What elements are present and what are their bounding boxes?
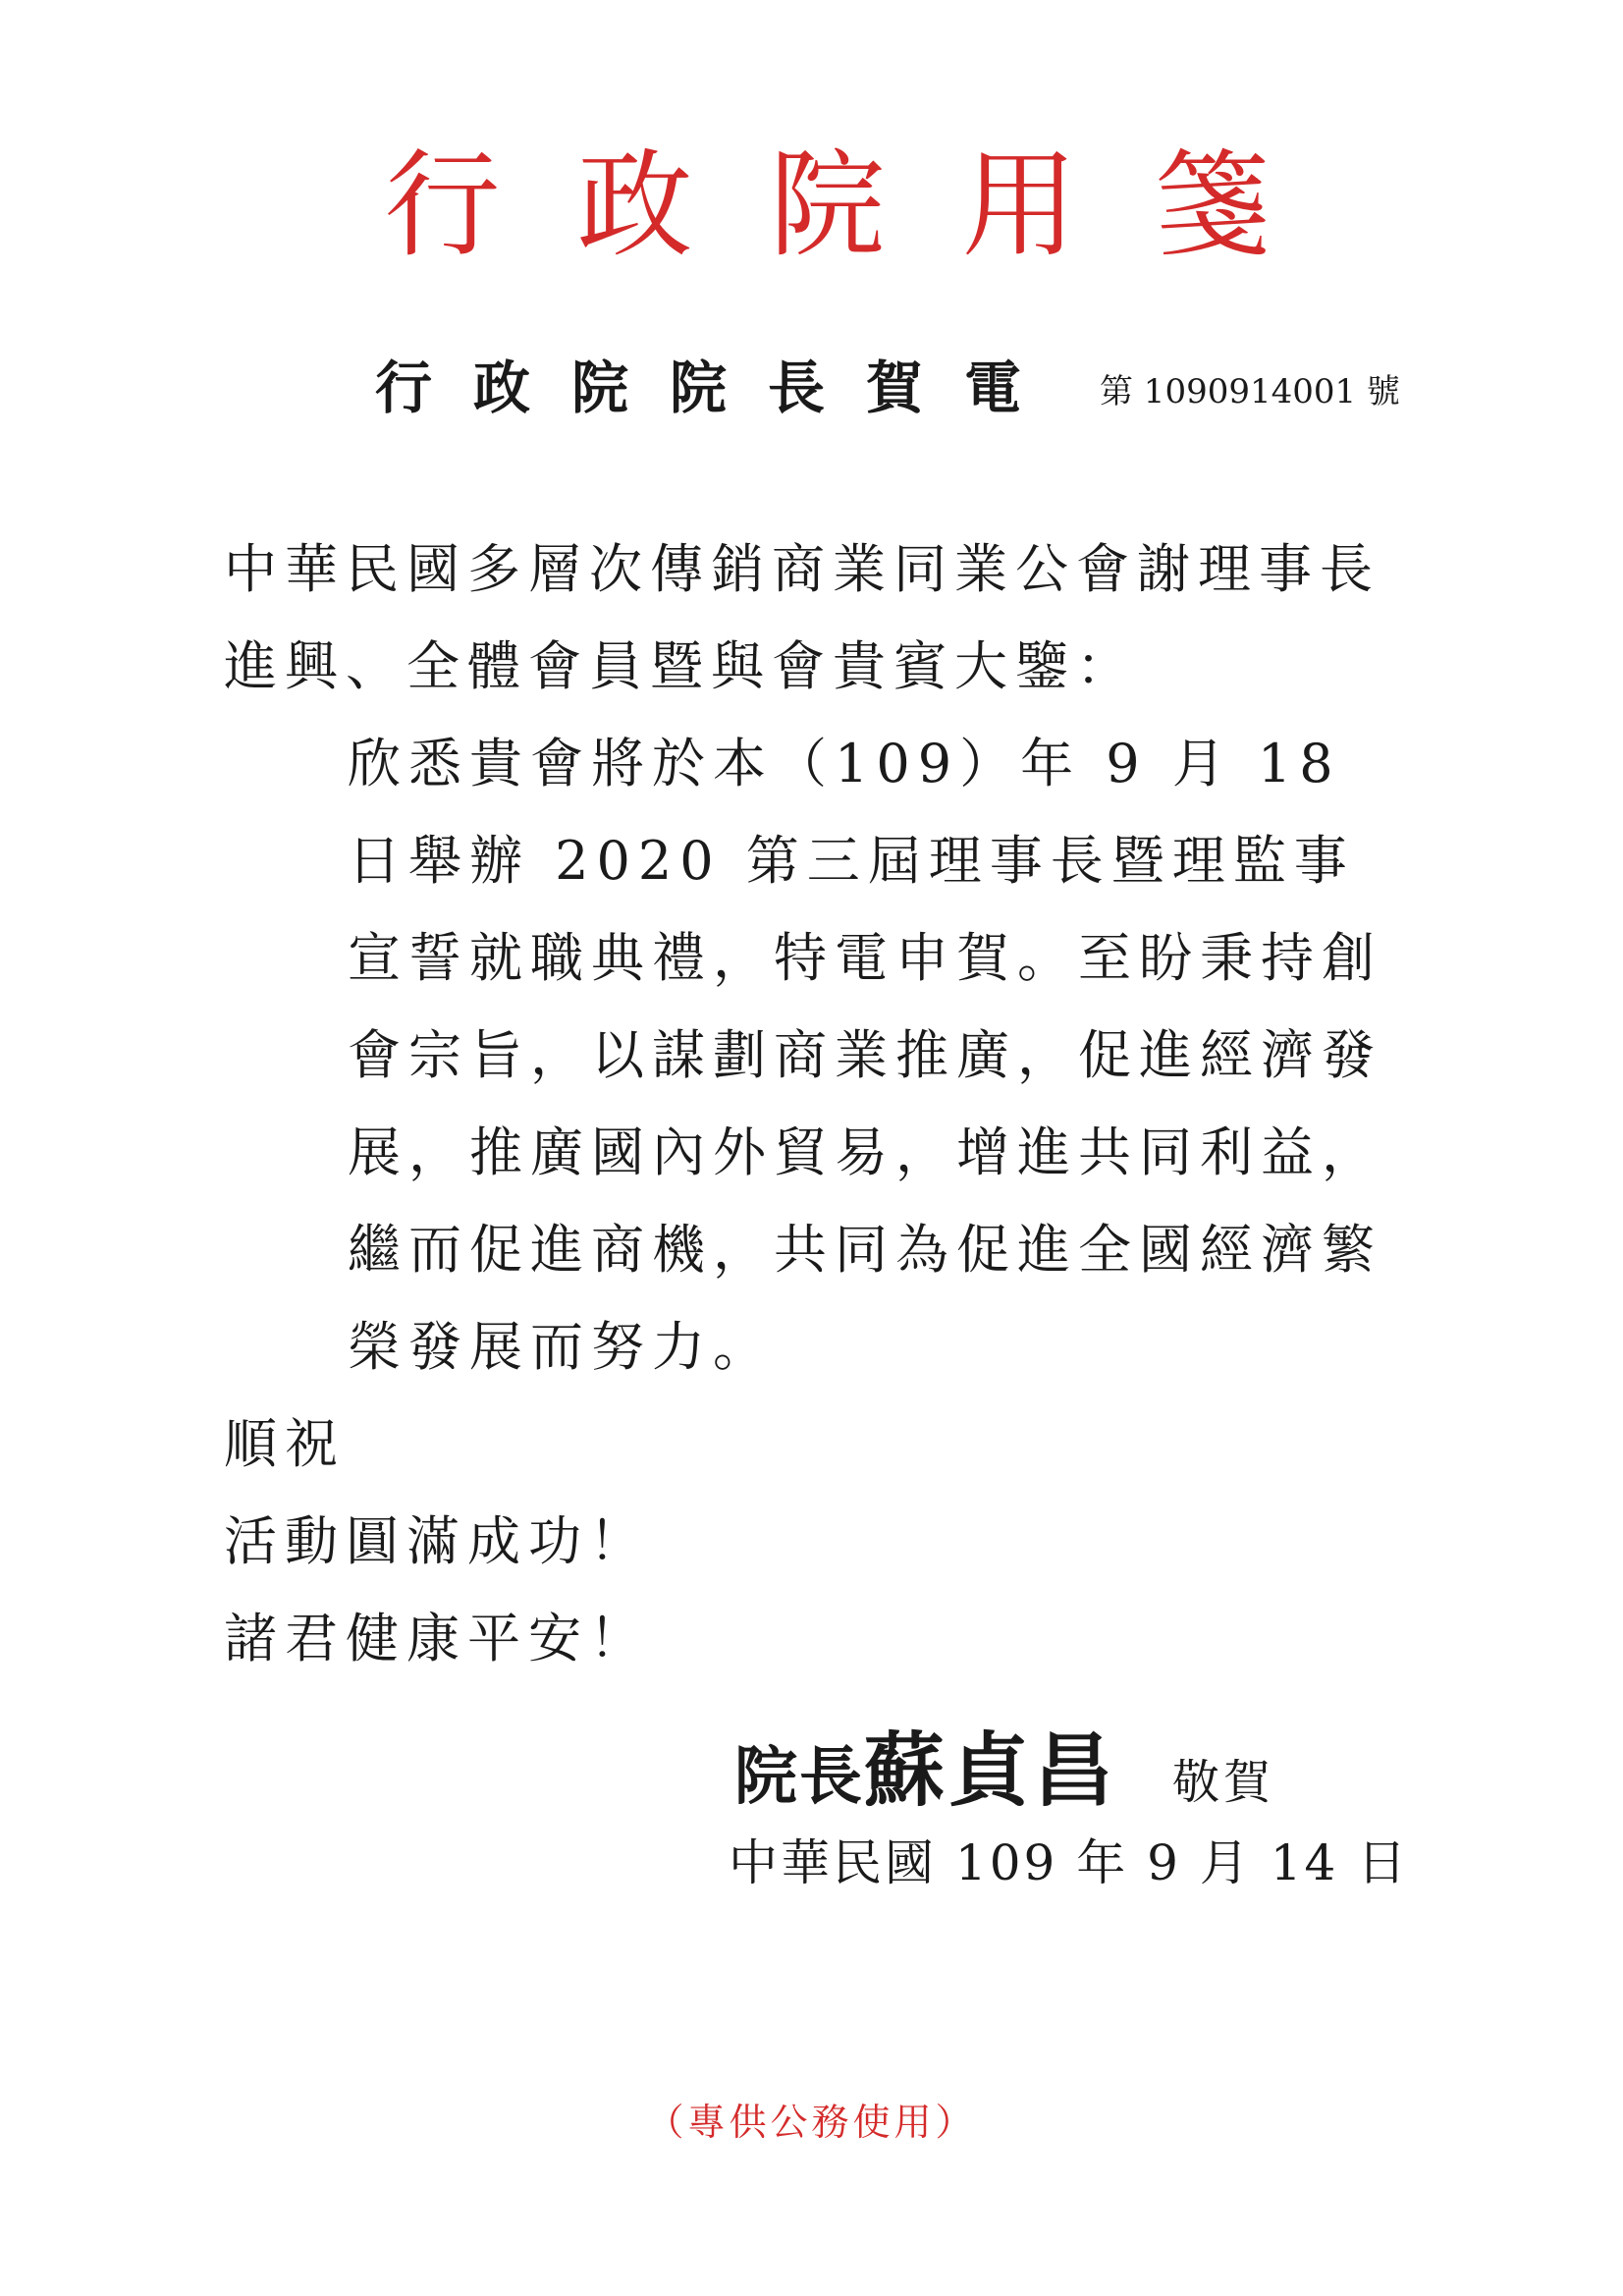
signature-closing: 敬賀 <box>1172 1755 1275 1810</box>
closing-phrase: 順祝 <box>224 1413 346 1475</box>
signature-name: 蘇貞昌 <box>864 1723 1118 1818</box>
document-number: 第 1090914001 號 <box>1100 372 1400 411</box>
official-use-note: （專供公務使用） <box>646 2101 977 2144</box>
letter-body <box>224 520 1402 1687</box>
document-heading <box>375 355 1063 421</box>
letterhead-title: 行政院用箋 <box>384 137 1347 273</box>
signature-block <box>734 1723 1275 1818</box>
wish-line-1: 活動圓滿成功！ <box>224 1510 650 1572</box>
main-paragraph: 欣悉貴會將於本（109）年 9 月 18 日舉辦 2020 第三屆理事長暨理監事宣誓就職典禮，特電申賀。至盼秉持創會宗旨，以謀劃商業推廣，促進經濟發展，推廣國內外貿易，增進共同利益，繼而促進商機，共同為促進全國經濟繁榮發展而努力。 <box>348 733 1382 1378</box>
signature-title: 院長 <box>734 1740 864 1814</box>
salutation: 中華民國多層次傳銷商業同業公會謝理事長進興、全體會員暨與會貴賓大鑒： <box>224 538 1380 697</box>
wish-line-2: 諸君健康平安！ <box>224 1608 650 1669</box>
letter-date: 中華民國 109 年 9 月 14 日 <box>729 1834 1410 1891</box>
heading-title: 行政院院長賀電 <box>375 355 1063 421</box>
